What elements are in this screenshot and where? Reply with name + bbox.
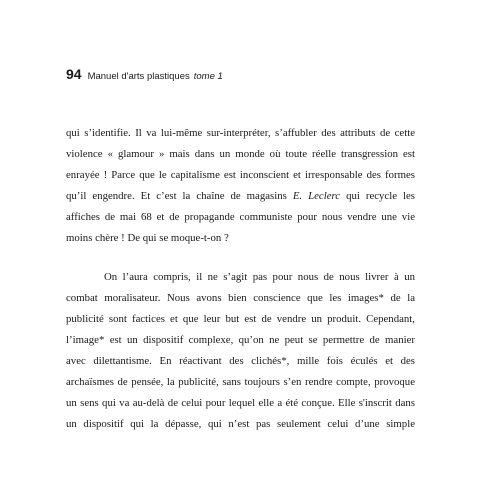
text-line: affiches de mai 68 et de propagande communiste pour nous vendre une vie bbox=[66, 211, 415, 224]
text-line: un dispositif qui la dépasse, qui n’est pas seulement celui d’une simple bbox=[66, 418, 415, 431]
text-line: combat moralisateur. Nous avons bien conscience que les images* de la bbox=[66, 291, 415, 304]
paragraph-2 bbox=[66, 267, 415, 436]
text-line: l’image* est un dispositif complexe, qu’on ne peut se permettre de manier bbox=[66, 333, 415, 346]
text-line: moins chère ! De qui se moque-t-on ? bbox=[66, 232, 229, 245]
volume-label: tome 1 bbox=[193, 71, 223, 82]
text-line: enrayée ! Parce que le capitalisme est inconscient et irresponsable des formes bbox=[66, 169, 415, 182]
paragraph-1 bbox=[66, 123, 415, 250]
text-line: violence « glamour » mais dans un monde où toute réelle transgression est bbox=[66, 148, 415, 161]
paragraph-spacer bbox=[66, 250, 415, 267]
running-header bbox=[66, 66, 223, 84]
text-line: On l’aura compris, il ne s’agit pas pour nous de nous livrer à un bbox=[104, 270, 415, 283]
text-line bbox=[66, 186, 415, 207]
text-line: qui s’identifie. Il va lui-même sur-interpréter, s’affubler des attributs de cette bbox=[66, 127, 415, 139]
book-title: Manuel d'arts plastiques bbox=[87, 71, 190, 82]
text-line: publicité sont factices et que leur but est de vendre un produit. Cependant, bbox=[66, 312, 415, 325]
text-line: un sens qui va au-delà de celui pour lequel elle a été conçue. Elle s'inscrit dans bbox=[66, 397, 415, 410]
text-segment: qu’il engendre. Et c’est la chaîne de magasins bbox=[66, 190, 293, 203]
text-segment: qui recycle les bbox=[340, 190, 415, 203]
page-number: 94 bbox=[66, 66, 82, 82]
body-text bbox=[66, 123, 415, 435]
text-line: archaïsmes de pensée, la publicité, sans toujours s’en rendre compte, provoque bbox=[66, 376, 415, 389]
text-line: avec dilettantisme. En réactivant des clichés*, mille fois éculés et des bbox=[66, 354, 415, 367]
store-name: E. Leclerc bbox=[292, 190, 341, 203]
